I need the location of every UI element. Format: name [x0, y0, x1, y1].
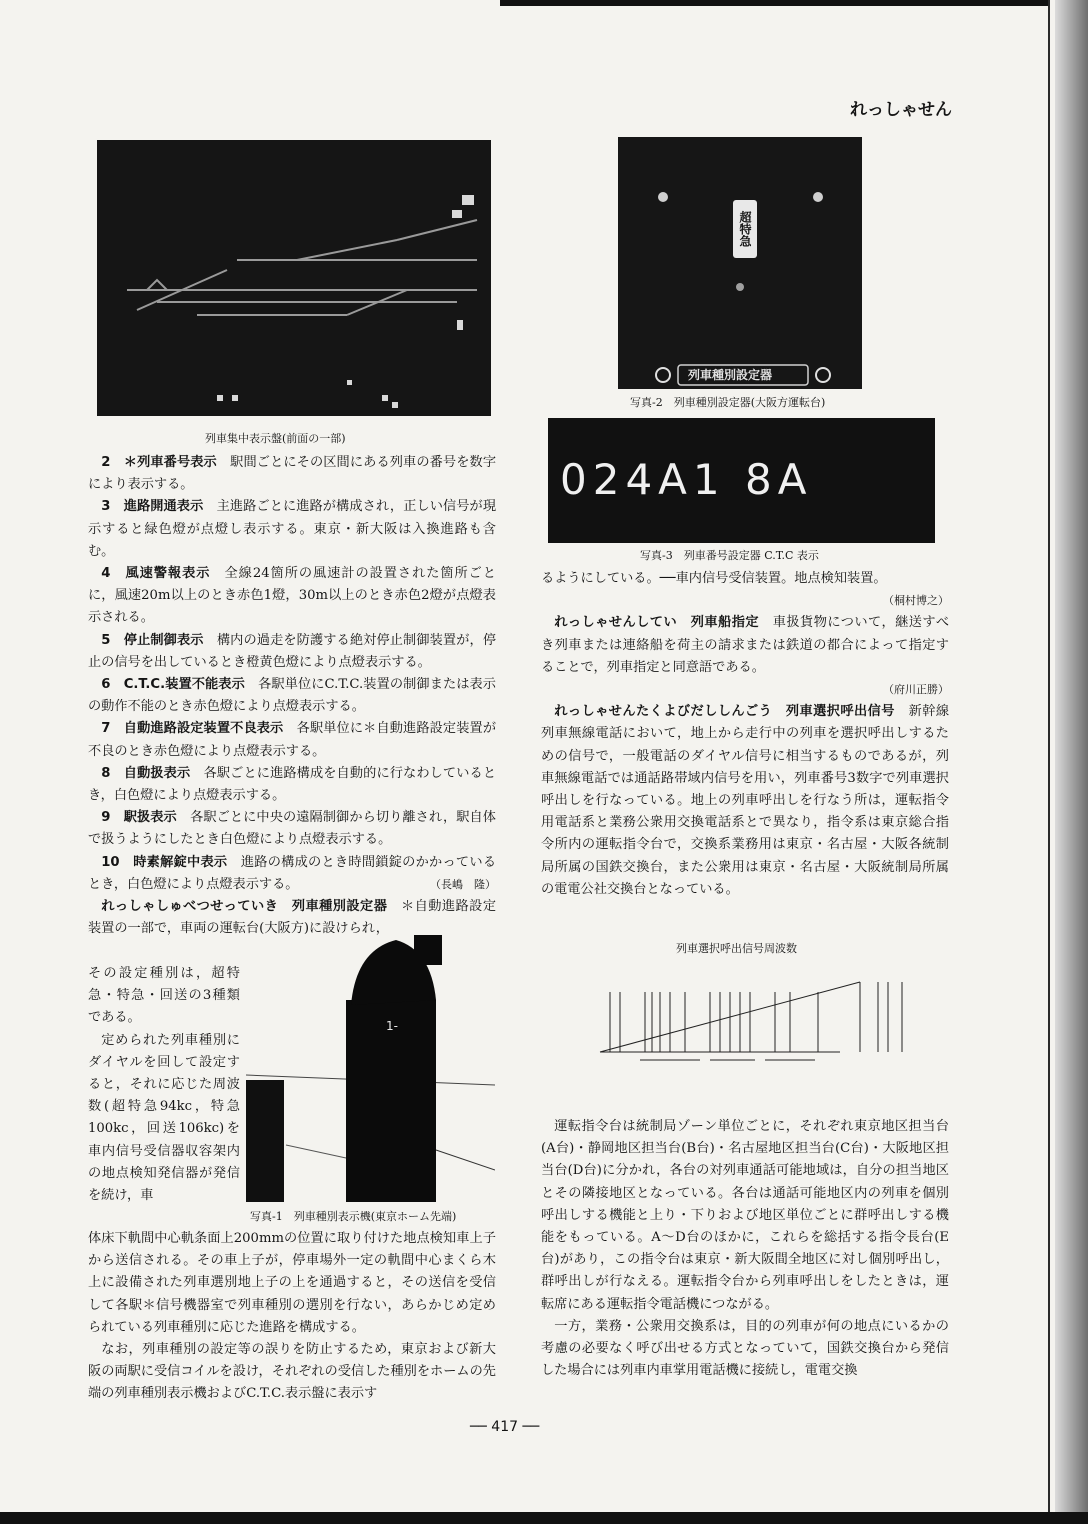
photo1-caption: 写真-1 列車種別表示機(東京ホーム先端) [250, 1210, 457, 1223]
entry-selective-call-heading: れっしゃせんたくよびだししんごう 列車選択呼出信号 [554, 704, 895, 720]
page-number: ── 417 ── [470, 1419, 540, 1435]
entry-train-class-setter-intro: ＊自動進路設定装置の一部で，車両の運転台(大阪方)に設けられ， [88, 899, 497, 937]
top-edge-bar [500, 0, 1048, 6]
page-edge-line [1048, 0, 1050, 1524]
frequency-figure [590, 962, 920, 1080]
train-class-tag: 超特急 [733, 200, 757, 258]
setter-drawing [618, 137, 862, 389]
item3-heading: 3 進路開通表示 [101, 499, 204, 515]
svg-text:1-: 1- [386, 1019, 398, 1033]
train-class-setter-photo [618, 137, 862, 389]
item4-body: 全線24箇所の風速計の設置された箇所ごとに，風速20m以上のとき赤色1燈，30m以上のとき赤色2燈が点燈表示される。 [88, 566, 496, 626]
item8-body: 各駅ごとに進路構成を自動的に行なわしているとき，白色燈により点燈表示する。 [88, 765, 497, 804]
item9-heading: 9 駅扱表示 [101, 810, 177, 826]
setter-label: 列車種別設定器 [688, 368, 773, 382]
page-edge-shadow [1055, 0, 1088, 1524]
train-class-indicator-photo [246, 930, 495, 1202]
ctc-panel-caption: 列車集中表示盤(前面の一部) [205, 432, 346, 445]
item5-body: 構内の過走を防護する絶対停止制御装置が，停止の信号を出しているとき橙黄色燈により点燈表示する。 [88, 632, 497, 670]
item10-body: 進路の構成のとき時間鎖錠のかかっているとき，白色燈により点燈表示する。 [88, 854, 497, 892]
item3-body: 主進路ごとに進路が構成され，正しい信号が現示すると緑色燈が点燈し表示する。東京・新大阪は入換進路も含む。 [88, 499, 497, 559]
train-number-digits: 024A1 8A [560, 455, 813, 504]
continued-author: （桐村博之） [883, 594, 949, 608]
item10-author: （長嶋 隆） [430, 877, 496, 891]
item2-body: 駅間ごとにその区間にある列車の番号を数字により表示する。 [88, 455, 497, 493]
entry1-float-a: その設定種別は，超特急・特急・回送の3種類である。 [88, 966, 240, 1026]
item2-heading: 2 ＊列車番号表示 [101, 455, 217, 470]
frequency-diagram [590, 962, 920, 1080]
ctc-panel-drawing [97, 140, 491, 416]
left-column-bottom [88, 1228, 496, 1406]
item6-heading: 6 C.T.C.装置不能表示 [101, 677, 245, 693]
item10-heading: 10 時素解錠中表示 [101, 854, 228, 870]
item7-body: 各駅単位に＊自動進路設定装置が不良のとき赤色燈により点燈表示する。 [88, 721, 497, 759]
photo3-caption: 写真-3 列車番号設定器 C.T.C 表示 [640, 549, 819, 562]
left-float-text [88, 963, 240, 1207]
entry-train-class-setter-heading: れっしゃしゅべつせっていき 列車種別設定器 [101, 899, 388, 915]
continued-text: るようにしている。──車内信号受信装置。地点検知装置。 [541, 571, 887, 586]
page-header: れっしゃせん [850, 100, 952, 120]
item9-body: 各駅ごとに中央の遠隔制御から切り離され，駅自体で扱うようにしたとき白色燈により点燈表示する。 [88, 810, 496, 848]
entry-train-ship-author: （府川正勝） [883, 683, 949, 697]
entry1-body-b: 体床下軌間中心軌条面上200mmの位置に取り付けた地点検知車上子から送信される。その車上子が，停車場外一定の軌間中心まくら木上に設備された列車選別地上子の上を通過すると，その送信を受信して各駅＊信号機器室で列車種別の選別を行ない，あらかじめ定められている列車種別に応じた進路を構成する。 [88, 1231, 496, 1335]
indicator-drawing [246, 930, 495, 1202]
item7-heading: 7 自動進路設定装置不良表示 [101, 721, 284, 737]
item5-heading: 5 停止制御表示 [101, 632, 204, 648]
right-column-top [541, 568, 949, 901]
item8-heading: 8 自動扱表示 [101, 765, 191, 781]
item4-heading: 4 風速警報表示 [101, 566, 211, 582]
entry-train-ship-heading: れっしゃせんしてい 列車船指定 [554, 615, 760, 631]
entry1-body-c: なお，列車種別の設定等の誤りを防止するため，東京および新大阪の両駅に受信コイルを設け，それぞれの受信した種別をホームの先端の列車種別表示機およびC.T.C.表示盤に表示す [88, 1342, 496, 1402]
right-column-bottom [541, 1116, 949, 1382]
entry3-body2: 運転指令台は統制局ゾーン単位ごとに，それぞれ東京地区担当台(A台)・静岡地区担当台(B台)・名古屋地区担当台(C台)・大阪地区担当台(D台)に分かれ，各台の対列車通話可能地域は，自分の担当地区とその隣接地区となっている。各台は通話可能地区内の列車を個別呼出しする機能と上り・下りおよび地区単位ごとに群呼出しする機能をもっている。A～D台のほかに，これらを総括する指令長台(E台)があり，この指令台は東京・新大阪間全地区に対し個別呼出し，群呼出しが行なえる。運転指令台から列車呼出しをしたときは，運転席にある運転指令電話機につながる。 [541, 1119, 949, 1312]
entry3-body3: 一方，業務・公衆用交換系は，目的の列車が何の地点にいるかの考慮の必要なく呼び出せる方式となっていて，国鉄交換台から発信した場合には列車内車掌用電話機に接続し，電電交換 [541, 1318, 949, 1379]
entry-train-ship-body: 車扱貨物について，継送すべき列車または連絡船を荷主の請求または鉄道の都合によって指定することで，列車指定と同意語である。 [541, 615, 950, 675]
photo2-caption: 写真-2 列車種別設定器(大阪方運転台) [630, 396, 826, 409]
bottom-edge-bar [0, 1512, 1088, 1524]
ctc-panel-photo [97, 140, 491, 416]
item6-body: 各駅単位にC.T.C.装置の制御または表示の動作不能のとき赤色燈により点燈表示する。 [88, 677, 496, 715]
left-column [88, 452, 496, 940]
entry1-float-b: 定められた列車種別にダイヤルを回して設定すると，それに応じた周波数(超特急94kc，特急100kc，回送106kc)を車内信号受信器収容架内の地点検知発信器が発信を続け，車 [88, 1032, 240, 1204]
frequency-figure-caption: 列車選択呼出信号周波数 [676, 942, 797, 955]
entry-selective-call-body: 新幹線列車無線電話において，地上から走行中の列車を選択呼出しするための信号で，一般電話のダイヤル信号に相当するものであるが，列車無線電話では通話路帯域内信号を用い，列車番号3数字で列車選択呼出しを行なっている。地上の列車呼出しを行なう所は，運転指令用電話系と業務公衆用交換電話系とで異なり，指令系は東京総合指令所内の運転指令台で，交換系業務用は東京・名古屋・大阪各統制局所属の国鉄交換台，また公衆用は東京・名古屋・大阪統制局所属の電電公社交換台となっている。 [541, 704, 950, 897]
